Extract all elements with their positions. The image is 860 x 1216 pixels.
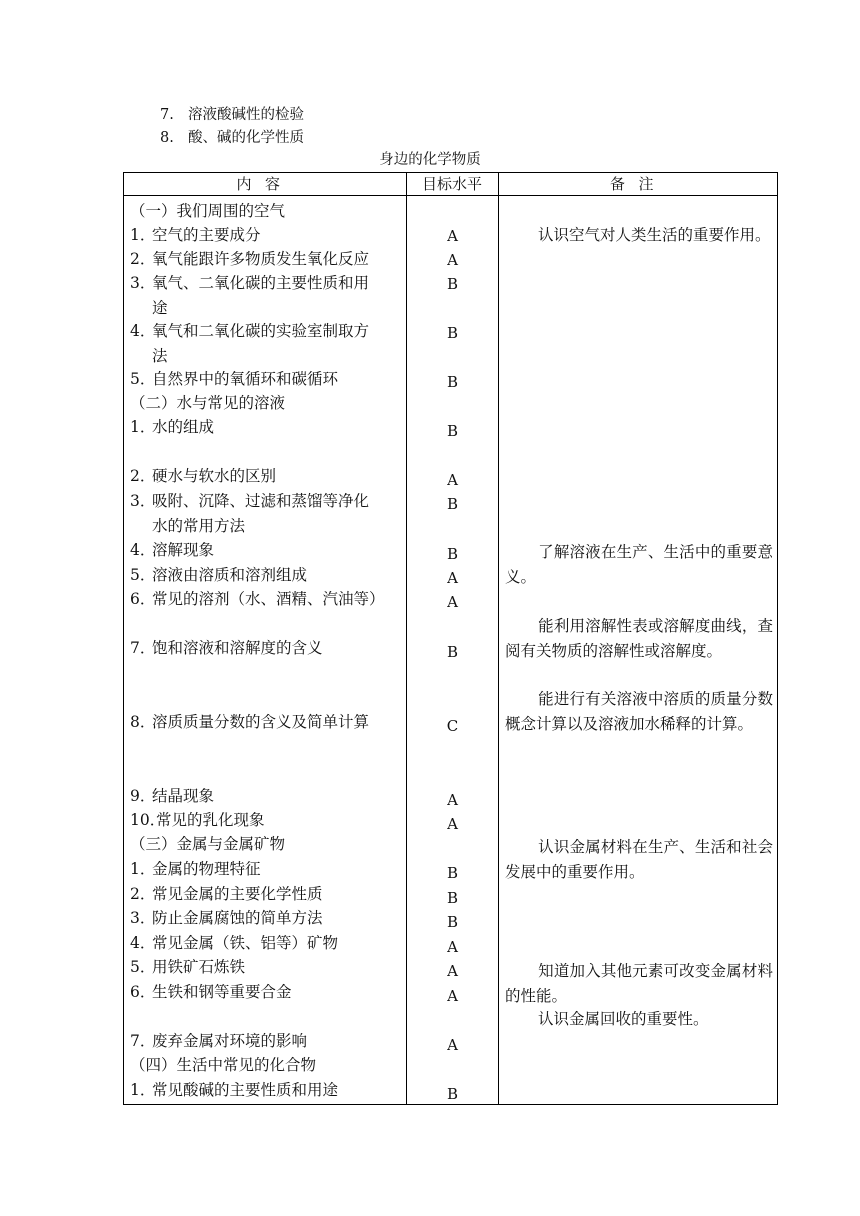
item-number: 3． xyxy=(130,492,156,510)
item-text: 自然界中的氧循环和碳循环 xyxy=(152,370,339,388)
level-value: A xyxy=(447,815,458,833)
level-value: A xyxy=(447,227,458,245)
note-text: 能利用溶解性表或溶解度曲线，查阅有关物质的溶解性或溶解度。 xyxy=(505,617,773,660)
item-text: 常见酸碱的主要性质和用途 xyxy=(152,1081,339,1099)
content-item xyxy=(130,808,406,833)
item-number: 9． xyxy=(130,787,156,805)
item-text: 金属的物理特征 xyxy=(152,860,261,878)
section-title: （一）我们周围的空气 xyxy=(130,202,286,220)
column-divider xyxy=(498,173,499,1104)
item-text: 常见的溶剂（水、酒精、汽油等） xyxy=(152,590,385,608)
item-number: 2． xyxy=(130,250,156,268)
content-item xyxy=(130,931,406,956)
header-level-label: 目标水平 xyxy=(421,175,482,193)
content-item xyxy=(130,367,406,392)
item-number: 4． xyxy=(130,322,156,340)
level-value: A xyxy=(447,1036,458,1054)
level-value: A xyxy=(447,251,458,269)
section-title: （二）水与常见的溶液 xyxy=(130,394,286,412)
item-text: 氧气和二氧化碳的实验室制取方 xyxy=(152,322,370,340)
content-item xyxy=(130,319,406,368)
item-text: 空气的主要成分 xyxy=(152,226,261,244)
content-item xyxy=(130,636,406,661)
section-title: （三）金属与金属矿物 xyxy=(130,835,286,853)
item-text: 结晶现象 xyxy=(152,787,215,805)
level-value: B xyxy=(446,1085,459,1103)
item-number: 5． xyxy=(130,566,156,584)
item-text: 饱和溶液和溶解度的含义 xyxy=(152,639,323,657)
content-item xyxy=(130,882,406,907)
table-caption: 身边的化学物质 xyxy=(379,152,481,168)
level-value: B xyxy=(446,422,459,440)
item-number: 7． xyxy=(130,639,156,657)
level-value: A xyxy=(447,569,458,587)
item-text: 溶解现象 xyxy=(152,541,215,559)
item-text: 用铁矿石炼铁 xyxy=(152,958,246,976)
level-value: A xyxy=(447,593,458,611)
item-number: 3． xyxy=(130,909,156,927)
item-number: 8． xyxy=(130,713,156,731)
level-value: C xyxy=(446,717,459,735)
pre-item-text: 酸、碱的化学性质 xyxy=(188,130,304,146)
item-text: 氧气能跟许多物质发生氧化反应 xyxy=(152,250,370,268)
level-value: B xyxy=(446,864,459,882)
content-item xyxy=(130,1078,406,1103)
item-text: 常见金属（铁、铝等）矿物 xyxy=(152,934,339,952)
level-value: B xyxy=(446,373,459,391)
note-text: 认识空气对人类生活的重要作用。 xyxy=(538,226,771,244)
content-item xyxy=(130,955,406,980)
item-number: 6． xyxy=(130,590,156,608)
header-note xyxy=(498,173,779,195)
content-item xyxy=(130,710,406,735)
content-item xyxy=(130,489,406,538)
item-number: 3． xyxy=(130,274,156,292)
item-number: 4． xyxy=(130,541,156,559)
content-item xyxy=(130,223,406,248)
content-item xyxy=(130,464,406,489)
header-level xyxy=(406,173,498,195)
level-value: A xyxy=(447,791,458,809)
note-text: 了解溶液在生产、生活中的重要意义。 xyxy=(505,543,773,586)
level-value: B xyxy=(446,495,459,513)
content-item xyxy=(130,415,406,440)
pre-item-text: 溶液酸碱性的检验 xyxy=(188,107,304,123)
item-text-continued: 途 xyxy=(152,298,168,317)
content-item xyxy=(130,538,406,563)
note-text: 能进行有关溶液中溶质的质量分数概念计算以及溶液加水稀释的计算。 xyxy=(505,690,773,733)
item-text-continued: 法 xyxy=(152,346,168,365)
item-number: 1． xyxy=(130,860,156,878)
content-item xyxy=(130,857,406,882)
item-number: 10． xyxy=(130,811,166,829)
item-text: 常见的乳化现象 xyxy=(156,811,265,829)
level-value: A xyxy=(447,987,458,1005)
content-item xyxy=(130,1029,406,1054)
item-text: 硬水与软水的区别 xyxy=(152,467,277,485)
header-content-label: 内容 xyxy=(236,175,294,193)
header-content xyxy=(124,173,406,195)
header-note-label: 备注 xyxy=(609,175,667,193)
standards-table xyxy=(123,172,778,1105)
item-number: 1． xyxy=(130,226,156,244)
level-value: B xyxy=(446,324,459,342)
content-item xyxy=(130,906,406,931)
level-value: A xyxy=(447,962,458,980)
level-value: B xyxy=(446,545,459,563)
item-number: 1． xyxy=(130,1081,156,1099)
level-value: B xyxy=(446,275,459,293)
item-number: 2． xyxy=(130,467,156,485)
item-number: 6． xyxy=(130,983,156,1001)
section-title: （四）生活中常见的化合物 xyxy=(130,1056,317,1074)
level-value: B xyxy=(446,643,459,661)
pre-item-number: 8. xyxy=(160,130,174,146)
item-number: 2． xyxy=(130,885,156,903)
pre-item-number: 7. xyxy=(160,107,174,123)
content-item xyxy=(130,784,406,809)
item-text: 常见金属的主要化学性质 xyxy=(152,885,323,903)
item-text: 生铁和钢等重要合金 xyxy=(152,983,292,1001)
item-number: 5． xyxy=(130,958,156,976)
level-value: A xyxy=(447,471,458,489)
level-value: B xyxy=(446,889,459,907)
pre-item-8 xyxy=(160,128,304,148)
item-text: 吸附、沉降、过滤和蒸馏等净化 xyxy=(152,492,370,510)
item-number: 1． xyxy=(130,418,156,436)
item-text-continued: 水的常用方法 xyxy=(152,516,246,535)
note-text: 知道加入其他元素可改变金属材料的性能。 xyxy=(505,962,773,1005)
content-item xyxy=(130,587,406,612)
note-text: 认识金属回收的重要性。 xyxy=(538,1010,709,1028)
content-item xyxy=(130,247,406,272)
content-item xyxy=(130,563,406,588)
item-text: 废弃金属对环境的影响 xyxy=(152,1032,308,1050)
content-item xyxy=(130,980,406,1005)
item-text: 防止金属腐蚀的简单方法 xyxy=(152,909,323,927)
item-number: 5． xyxy=(130,370,156,388)
pre-item-7 xyxy=(160,105,304,125)
item-number: 4． xyxy=(130,934,156,952)
item-text: 溶液由溶质和溶剂组成 xyxy=(152,566,308,584)
note-text: 认识金属材料在生产、生活和社会发展中的重要作用。 xyxy=(505,838,773,881)
item-text: 水的组成 xyxy=(152,418,215,436)
item-number: 7． xyxy=(130,1032,156,1050)
content-item xyxy=(130,271,406,320)
item-text: 溶质质量分数的含义及简单计算 xyxy=(152,713,370,731)
level-value: B xyxy=(446,913,459,931)
level-value: A xyxy=(447,938,458,956)
header-divider xyxy=(124,195,777,196)
item-text: 氧气、二氧化碳的主要性质和用 xyxy=(152,274,370,292)
